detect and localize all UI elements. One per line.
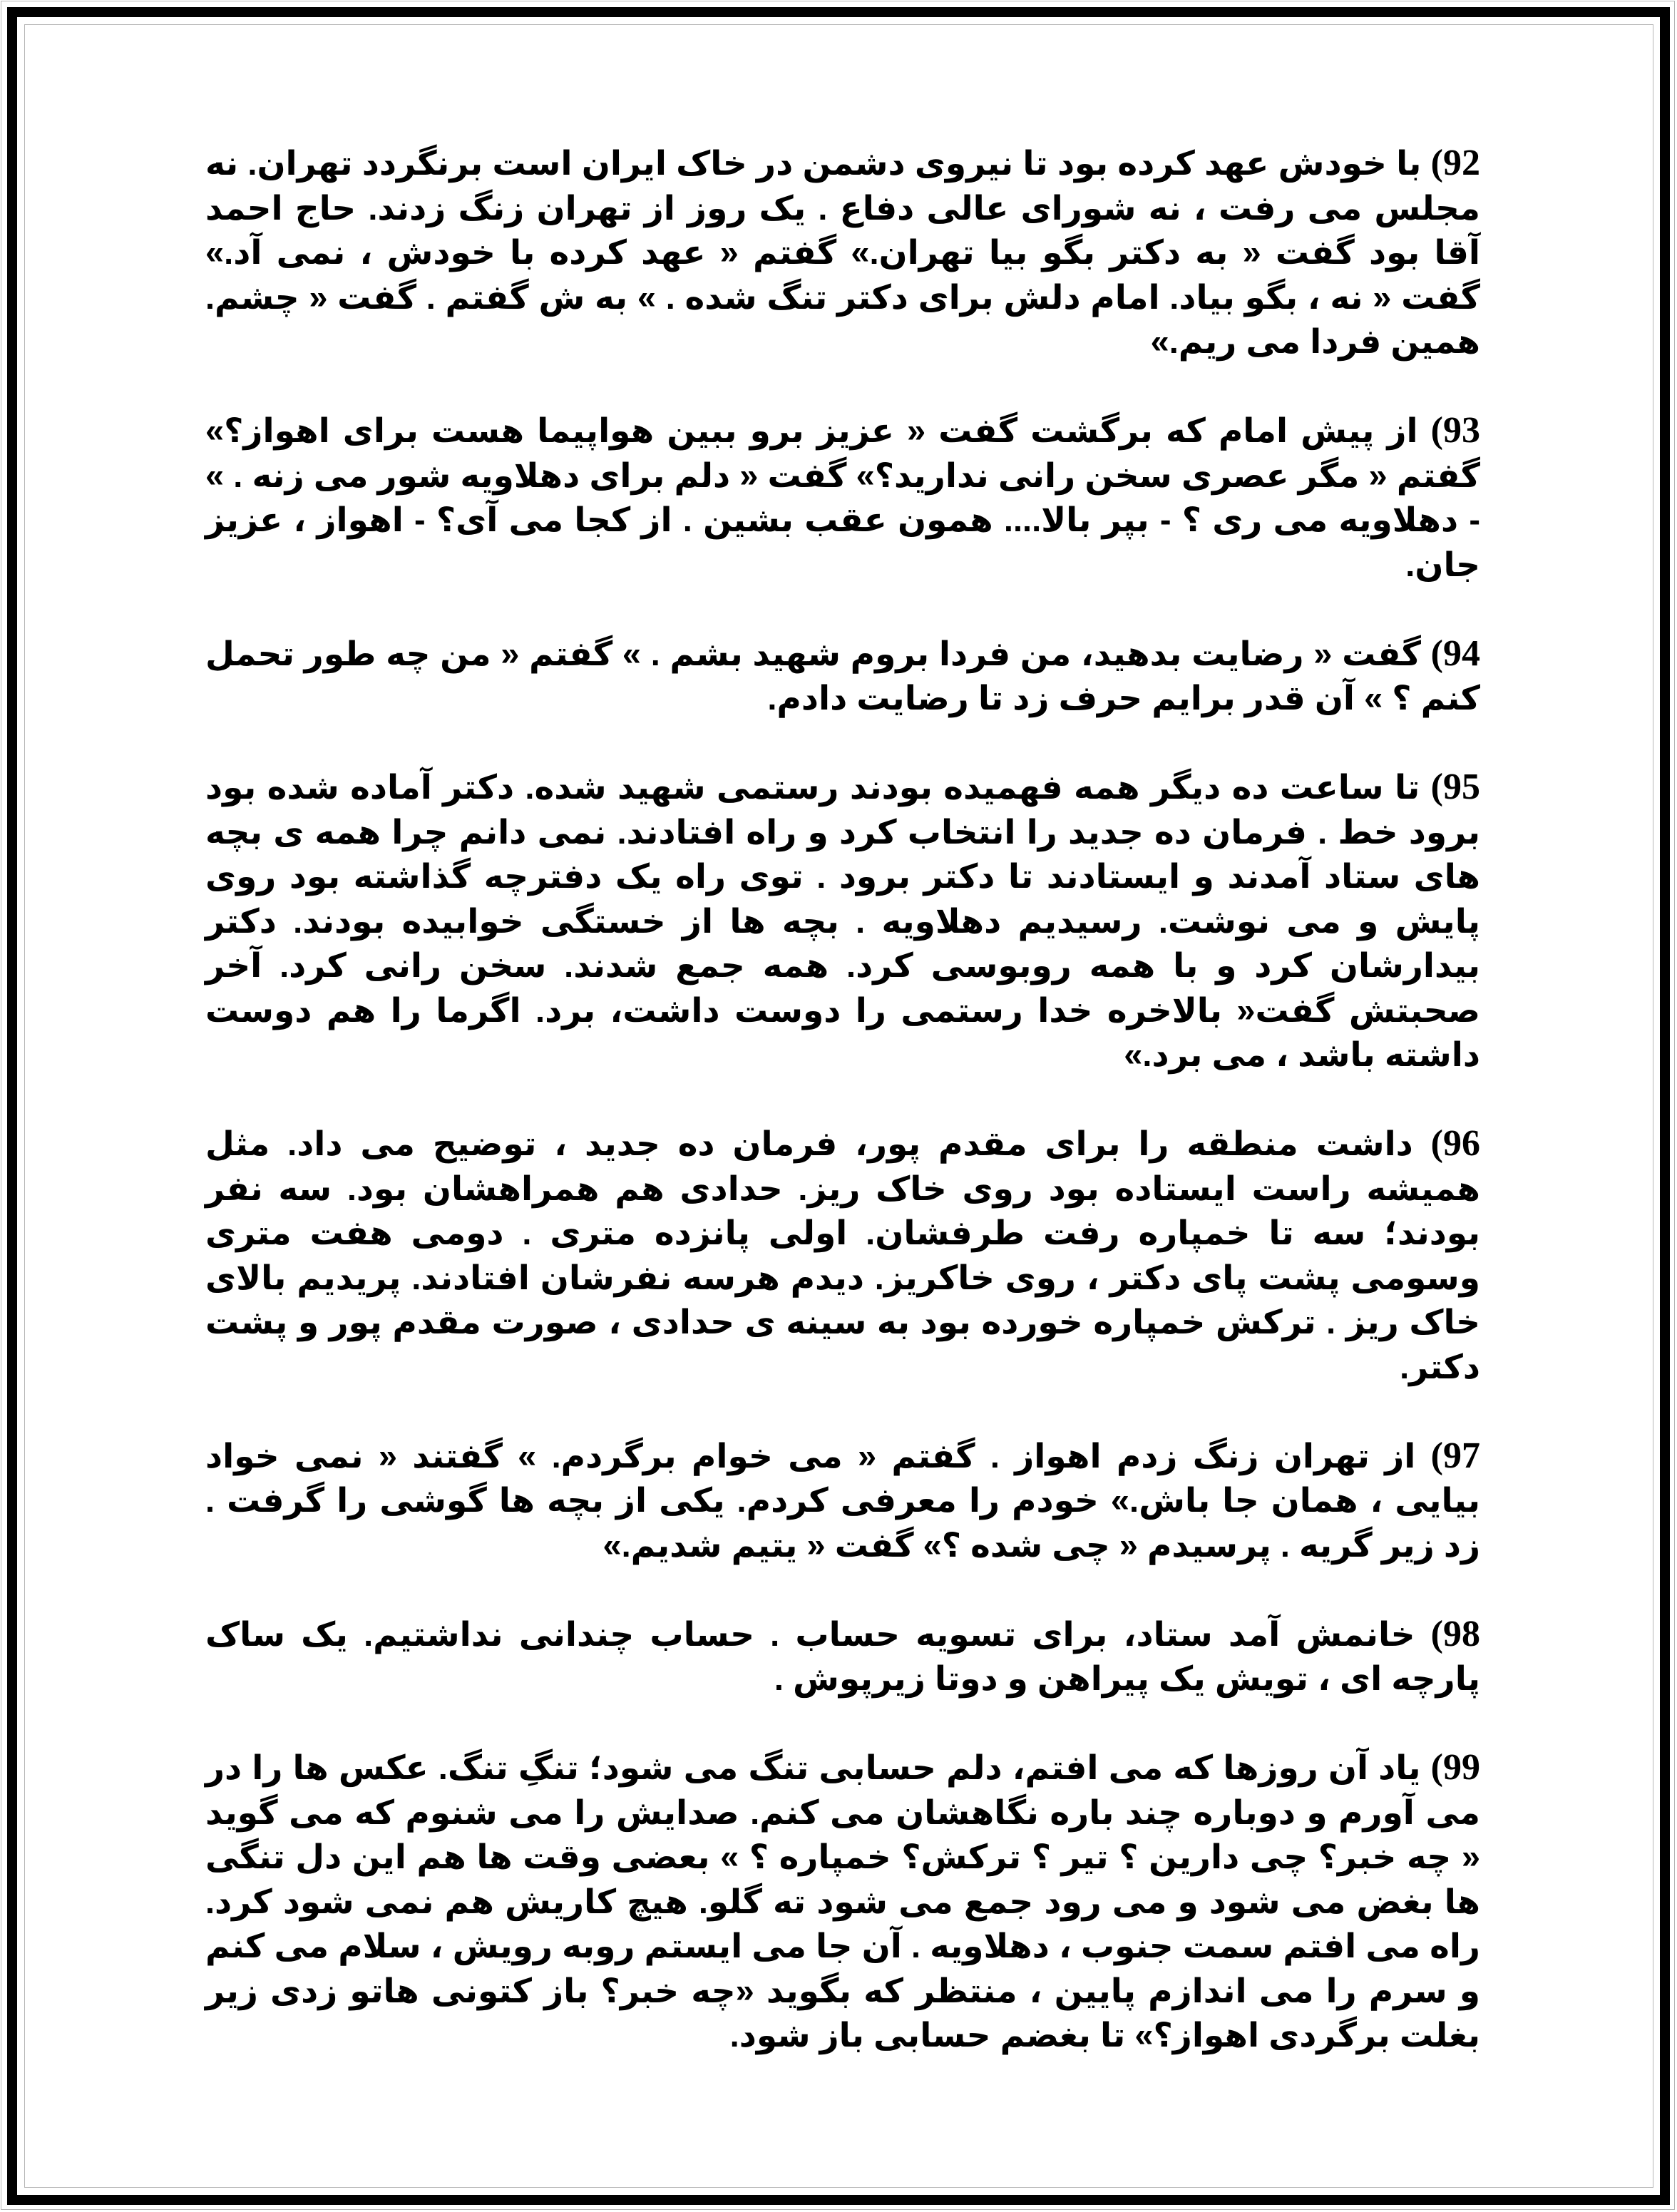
paragraph-number: 96) — [1430, 1123, 1480, 1164]
paragraph-95 — [205, 765, 1480, 1077]
paragraph-96 — [205, 1122, 1480, 1389]
paragraph-number: 98) — [1430, 1613, 1480, 1654]
paragraph-text: از پیش امام که برگشت گفت « عزیز برو ببین هواپیما هست برای اهواز؟» گفتم « مگر عصری سخن رانی ندارید؟» گفت « دلم برای دهلاویه شور می زنه . » - دهلاویه می ری ؟ - بپر بالا.... همون عقب بشین . از کجا می آی؟ - اهواز ، عزیز جان. — [205, 411, 1480, 583]
paragraph-text: از تهران زنگ زدم اهواز . گفتم « می خوام برگردم. » گفتند « نمی خواد بیایی ، همان جا باش.» خودم را معرفی کردم. یکی از بچه ها گوشی را گرفت . زد زیر گریه . پرسیدم « چی شده ؟» گفت « یتیم شدیم.» — [205, 1436, 1480, 1564]
paragraph-number: 99) — [1430, 1747, 1480, 1788]
paragraph-text: گفت « رضایت بدهید، من فردا بروم شهید بشم . » گفتم « من چه طور تحمل کنم ؟ » آن قدر برایم حرف زد تا رضایت دادم. — [205, 634, 1480, 717]
document-body — [205, 141, 1480, 2102]
paragraph-text: تا ساعت ده دیگر همه فهمیده بودند رستمی شهید شده. دکتر آماده شده بود برود خط . فرمان ده جدید را انتخاب کرد و راه افتادند. نمی دانم چرا همه ی بچه های ستاد آمدند و ایستادند تا دکتر برود . توی راه یک دفترچه گذاشته بود روی پایش و می نوشت. رسیدیم دهلاویه . بچه ها از خستگی خوابیده بودند. دکتر بیدارشان کرد و با همه روبوسی کرد. همه جمع شدند. سخن رانی کرد. آخر صحبتش گفت« بالاخره خدا رستمی را دوست داشت، برد. اگرما را هم دوست داشته باشد ، می برد.» — [205, 768, 1480, 1073]
paragraph-number: 97) — [1430, 1435, 1480, 1476]
paragraph-92 — [205, 141, 1480, 364]
paragraph-number: 93) — [1430, 410, 1480, 451]
paragraph-number: 95) — [1430, 767, 1480, 807]
paragraph-99 — [205, 1746, 1480, 2058]
paragraph-98 — [205, 1612, 1480, 1701]
paragraph-text: خانمش آمد ستاد، برای تسویه حساب . حساب چندانی نداشتیم. یک ساک پارچه ای ، تویش یک پیراهن و دوتا زیرپوش . — [205, 1614, 1480, 1697]
paragraph-text: داشت منطقه را برای مقدم پور، فرمان ده جدید ، توضیح می داد. مثل همیشه راست ایستاده بود روی خاک ریز. حدادی هم همراهشان بود. سه نفر بودند؛ سه تا خمپاره رفت طرفشان. اولی پانزده متری . دومی هفت متری وسومی پشت پای دکتر ، روی خاکریز. دیدم هرسه نفرشان افتادند. پریدیم بالای خاک ریز . ترکش خمپاره خورده بود به سینه ی حدادی ، صورت مقدم پور و پشت دکتر. — [205, 1125, 1480, 1386]
paragraph-text: با خودش عهد کرده بود تا نیروی دشمن در خاک ایران است برنگردد تهران. نه مجلس می رفت ، نه شورای عالی دفاع . یک روز از تهران زنگ زدند. حاج احمد آقا بود گفت « به دکتر بگو بیا تهران.» گفتم « عهد کرده با خودش ، نمی آد.» گفت « نه ، بگو بیاد. امام دلش برای دکتر تنگ شده . » به ش گفتم . گفت « چشم. همین فردا می ریم.» — [205, 144, 1480, 360]
paragraph-97 — [205, 1434, 1480, 1568]
paragraph-94 — [205, 632, 1480, 721]
paragraph-number: 94) — [1430, 633, 1480, 674]
paragraph-text: یاد آن روزها که می افتم، دلم حسابی تنگ می شود؛ تنگِ تنگ. عکس ها را در می آورم و دوباره چند باره نگاهشان می کنم. صدایش را می شنوم که می گوید « چه خبر؟ چی دارین ؟ تیر ؟ ترکش؟ خمپاره ؟ » بعضی وقت ها هم این دل تنگی ها بغض می شود و می رود جمع می شود ته گلو. هیچ کاریش هم نمی شود کرد. راه می افتم سمت جنوب ، دهلاویه . آن جا می ایستم روبه رویش ، سلام می کنم و سرم را می اندازم پایین ، منتظر که بگوید «چه خبر؟ باز کتونی هاتو زدی زیر بغلت برگردی اهواز؟» تا بغضم حسابی باز شود. — [205, 1748, 1480, 2054]
paragraph-93 — [205, 409, 1480, 587]
paragraph-number: 92) — [1430, 143, 1480, 183]
